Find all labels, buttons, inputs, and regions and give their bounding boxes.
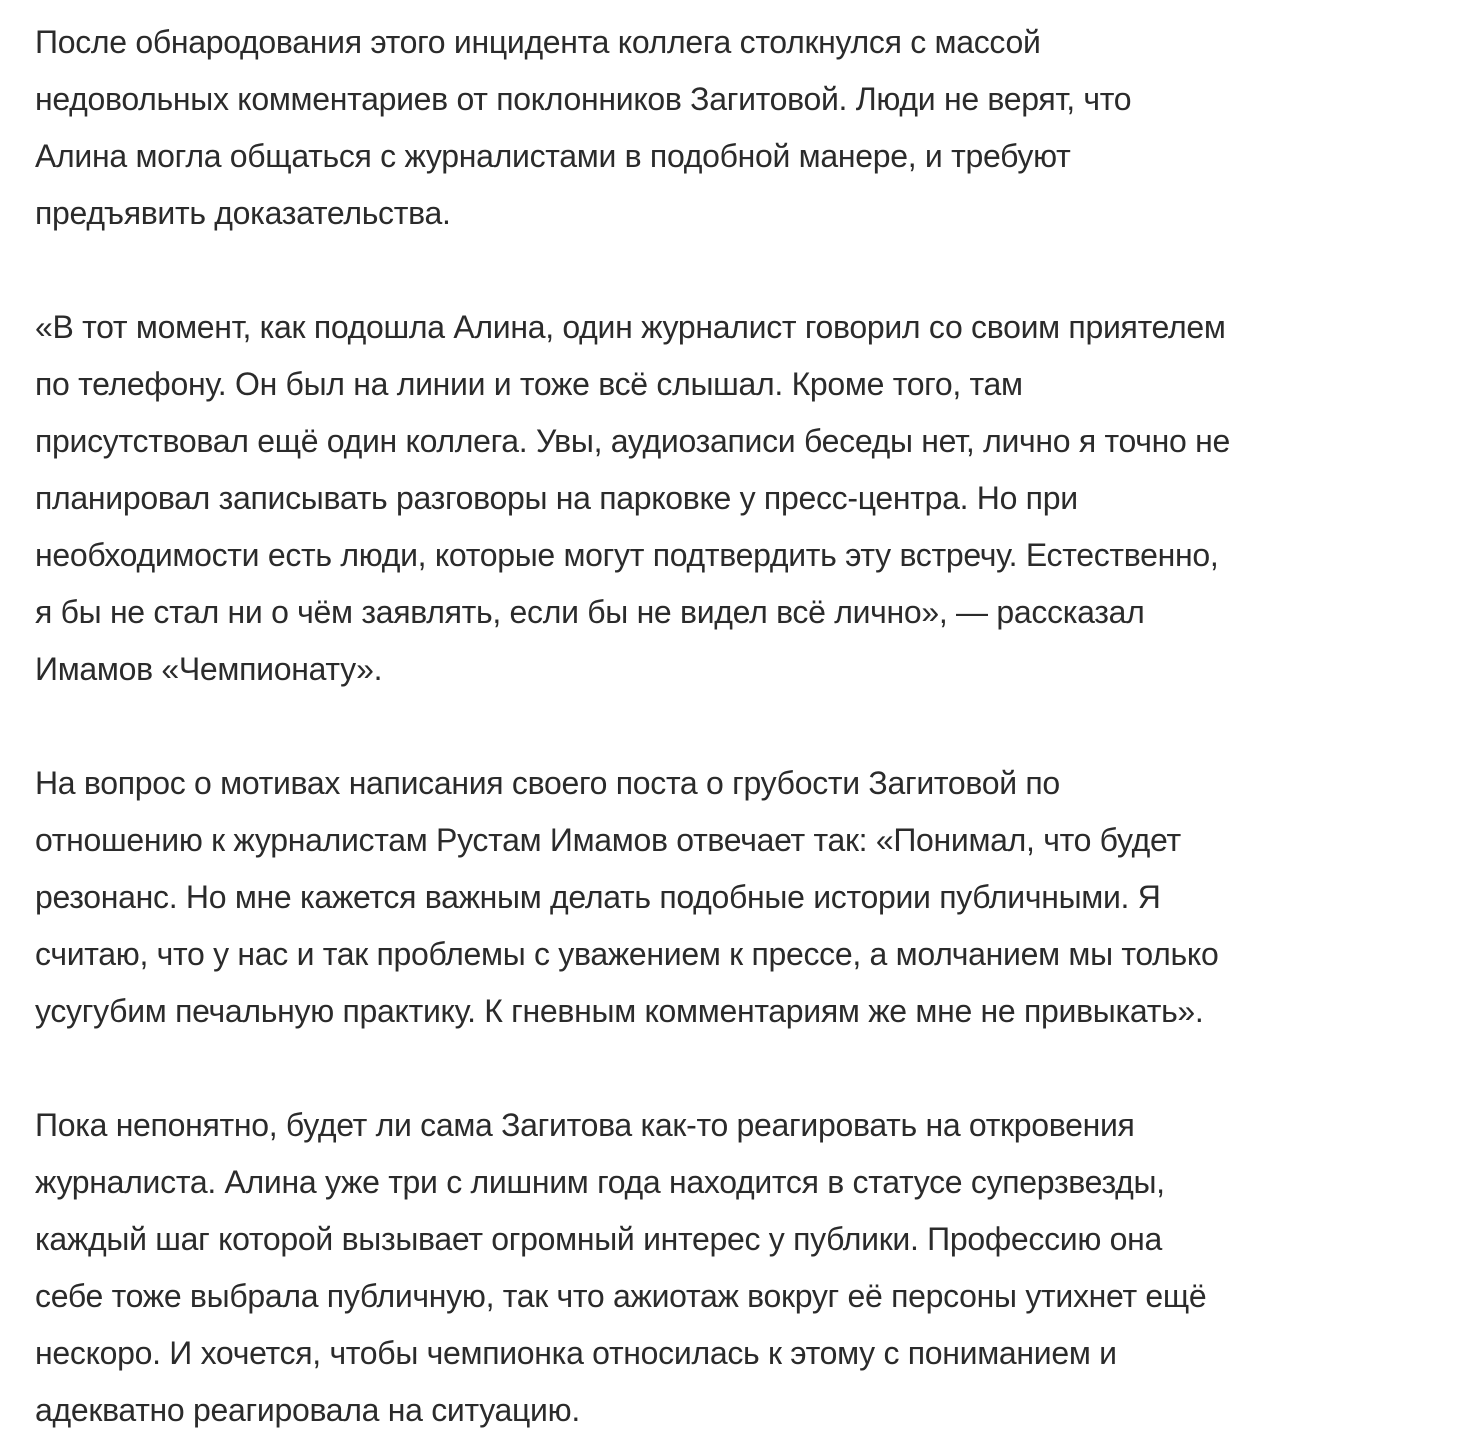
text-line: Алина могла общаться с журналистами в подобной манере, и требуют (35, 138, 1071, 174)
paragraph-4 (35, 1097, 1430, 1439)
text-line: На вопрос о мотивах написания своего поста о грубости Загитовой по (35, 765, 1060, 801)
text-line: Имамов «Чемпионату». (35, 651, 383, 687)
text-line: нескоро. И хочется, чтобы чемпионка относилась к этому с пониманием и (35, 1335, 1117, 1371)
text-line: присутствовал ещё один коллега. Увы, аудиозаписи беседы нет, лично я точно не (35, 423, 1230, 459)
text-line: себе тоже выбрала публичную, так что ажиотаж вокруг её персоны утихнет ещё (35, 1278, 1207, 1314)
text-line: Пока непонятно, будет ли сама Загитова как-то реагировать на откровения (35, 1107, 1135, 1143)
text-line: я бы не стал ни о чём заявлять, если бы не видел всё лично», — рассказал (35, 594, 1145, 630)
paragraph-1 (35, 14, 1430, 242)
text-line: резонанс. Но мне кажется важным делать подобные истории публичными. Я (35, 879, 1161, 915)
text-line: журналиста. Алина уже три с лишним года находится в статусе суперзвезды, (35, 1164, 1165, 1200)
text-line: каждый шаг которой вызывает огромный интерес у публики. Профессию она (35, 1221, 1163, 1257)
text-line: планировал записывать разговоры на парковке у пресс-центра. Но при (35, 480, 1078, 516)
text-line: по телефону. Он был на линии и тоже всё слышал. Кроме того, там (35, 366, 1023, 402)
text-line: предъявить доказательства. (35, 195, 451, 231)
text-line: адекватно реагировала на ситуацию. (35, 1392, 580, 1428)
text-line: «В тот момент, как подошла Алина, один журналист говорил со своим приятелем (35, 309, 1226, 345)
text-line: усугубим печальную практику. К гневным комментариям же мне не привыкать». (35, 993, 1204, 1029)
paragraph-3 (35, 755, 1430, 1040)
text-line: После обнародования этого инцидента коллега столкнулся с массой (35, 24, 1041, 60)
paragraph-2 (35, 299, 1430, 698)
text-line: отношению к журналистам Рустам Имамов отвечает так: «Понимал, что будет (35, 822, 1181, 858)
text-line: считаю, что у нас и так проблемы с уважением к прессе, а молчанием мы только (35, 936, 1219, 972)
text-line: необходимости есть люди, которые могут подтвердить эту встречу. Естественно, (35, 537, 1219, 573)
text-line: недовольных комментариев от поклонников Загитовой. Люди не верят, что (35, 81, 1132, 117)
